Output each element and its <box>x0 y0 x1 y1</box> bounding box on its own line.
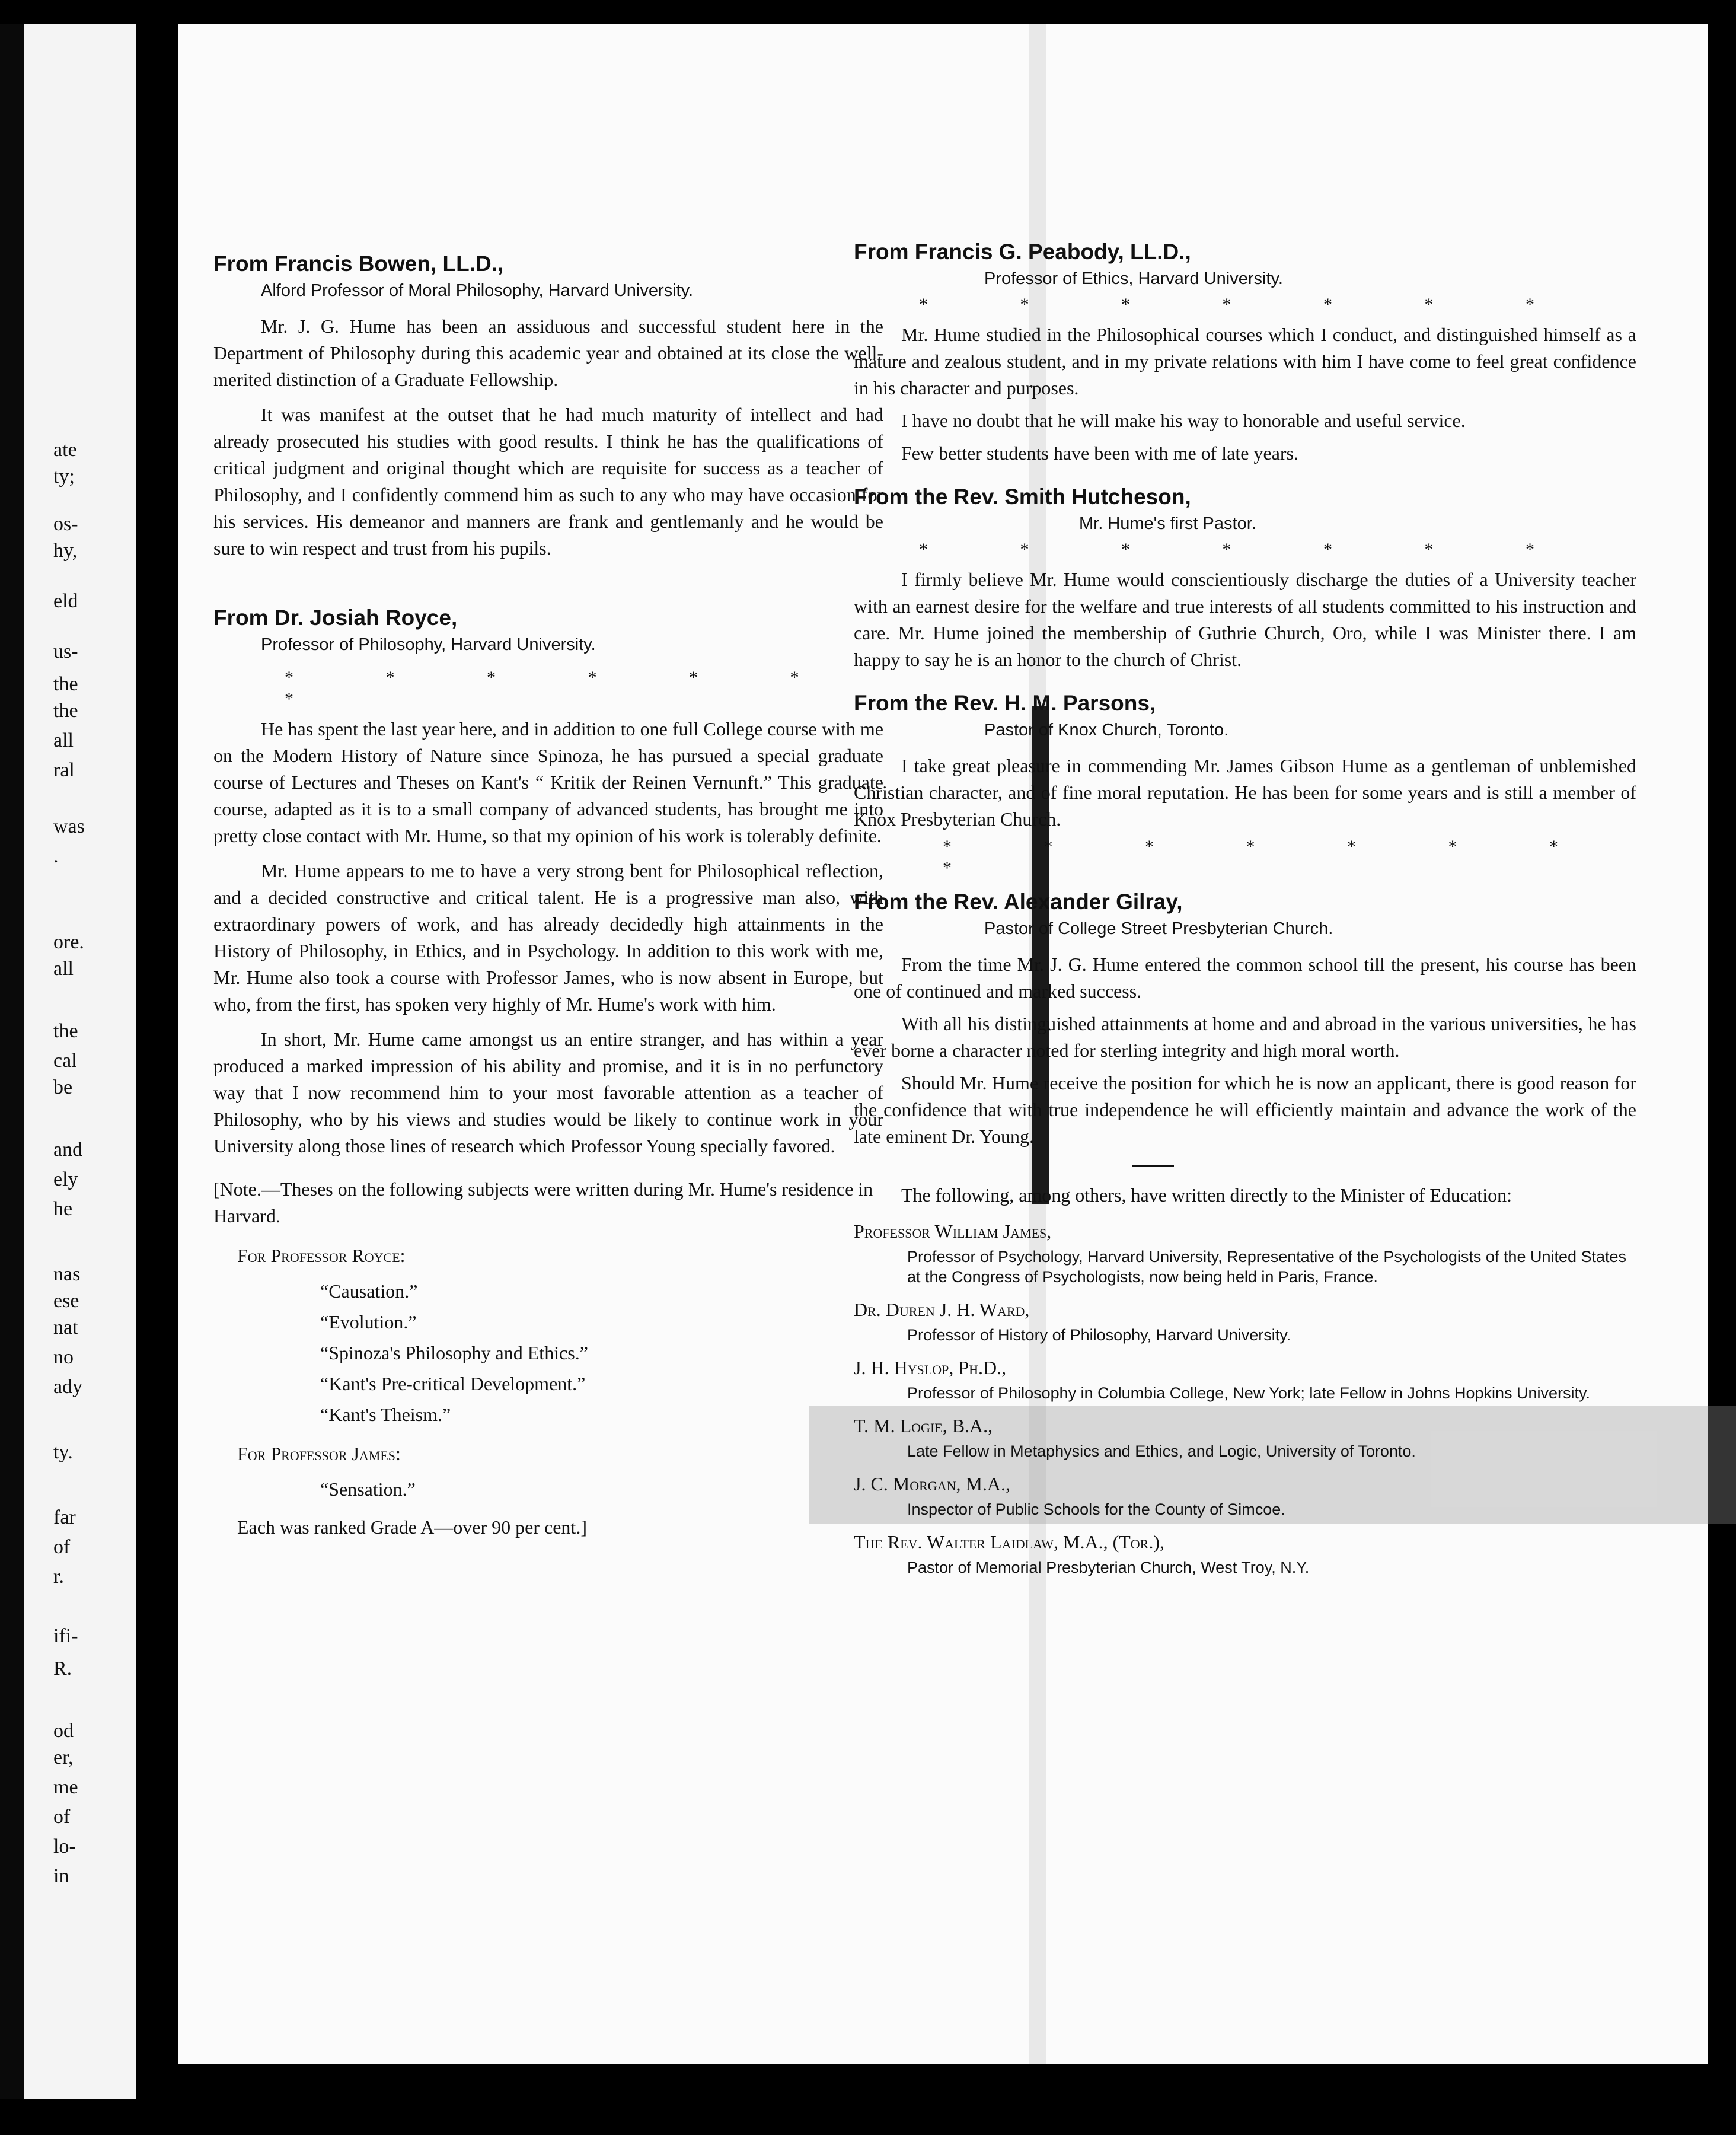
royce-theses-list <box>213 1276 883 1430</box>
left-page-fragment: all <box>53 729 74 751</box>
letter-paragraph: I take great pleasure in commending Mr. James Gibson Hume as a gentleman of unblemished Christian character, and of fine moral reputation. He has been for some years and is still a member of Knox Presbyterian Church. <box>854 755 1636 830</box>
thesis-item: “Spinoza's Philosophy and Ethics.” <box>320 1342 588 1363</box>
letter-paragraph: He has spent the last year here, and in addition to one full College course with me on the Modern History of Nature since Spinoza, he has pursued a special graduate course of Lectures and Theses on Kant's “ Kritik der Reinen Vernunft.” This graduate course, adapted as it is to a small company of advanced students, has brought me into pretty close contact with Mr. Hume, so that my opinion of his work is tolerably definite. <box>213 718 883 846</box>
letter-subheading: Professor of Ethics, Harvard University. <box>984 269 1283 288</box>
left-page-fragment: od <box>53 1720 74 1742</box>
ellipsis-stars: * * * * * * * <box>285 668 843 709</box>
theses-note <box>213 1176 883 1540</box>
letter-paragraph: Few better students have been with me of late years. <box>901 442 1298 464</box>
letter-heading: From Dr. Josiah Royce, <box>213 606 458 630</box>
thesis-item: “Sensation.” <box>320 1478 416 1500</box>
reference-name: T. M. Logie, B.A., <box>854 1415 993 1436</box>
left-page-fragment: ifi- <box>53 1625 78 1647</box>
letter-paragraph: Mr. Hume studied in the Philosophical courses which I conduct, and distinguished himself as a mature and zealous student, and in my private relations with him I have come to feel great confidence in his character and purposes. <box>854 324 1636 399</box>
reference-name: The Rev. Walter Laidlaw, M.A., (Tor.), <box>854 1531 1164 1553</box>
left-page-fragment: R. <box>53 1658 72 1680</box>
reference-entry <box>854 1296 1636 1345</box>
reference-entry <box>854 1529 1636 1578</box>
left-page-fragment: the <box>53 1020 78 1042</box>
letter-heading: From Francis Bowen, LL.D., <box>213 251 504 276</box>
letter-parsons <box>854 689 1636 879</box>
reference-role: Professor of History of Philosophy, Harvard University. <box>907 1326 1291 1344</box>
left-page-fragment: far <box>53 1506 76 1528</box>
letter-paragraph: With all his distinguished attainments at home and and abroad in the various universities, he has ever borne a character noted for sterling integrity and high moral worth. <box>854 1013 1636 1061</box>
document-page <box>178 24 1708 2064</box>
reference-entry <box>854 1413 1636 1461</box>
letter-subheading: Pastor of Knox Church, Toronto. <box>984 721 1229 740</box>
reference-name: Professor William James, <box>854 1221 1052 1242</box>
left-page-fragment: cal <box>53 1050 77 1072</box>
ellipsis-stars: * * * * * * * <box>919 295 1578 314</box>
letter-peabody <box>854 237 1636 467</box>
letter-bowen <box>213 249 883 562</box>
left-page-fragment: ady <box>53 1376 83 1398</box>
left-page-fragment: ely <box>53 1168 78 1190</box>
thesis-item: “Evolution.” <box>320 1311 417 1333</box>
left-page-fragment: the <box>53 700 78 722</box>
left-page-fragment: os- <box>53 513 78 535</box>
reference-role: Professor of Philosophy in Columbia College, New York; late Fellow in Johns Hopkins University. <box>907 1384 1591 1402</box>
left-page-fragment: ty; <box>53 466 75 487</box>
letter-paragraph: It was manifest at the outset that he had much maturity of intellect and had already prosecuted his studies with good results. I think he has the qualifications of critical judgment and original thought which are requisite for success as a teacher of Philosophy, and I confidently commend him as such to any who may have occasion for his services. His demeanor and manners are frank and gentlemanly and he would be sure to win respect and trust from his pupils. <box>213 404 883 559</box>
left-facing-page <box>0 24 136 2099</box>
letter-paragraph: Mr. Hume appears to me to have a very strong bent for Philosophical reflection, and a decided constructive and critical talent. He is a progressive man also, with extraordinary powers of work, and has already decidedly high attainments in the History of Philosophy, in Ethics, and in Psychology. In addition to this work with me, Mr. Hume also took a course with Professor James, who is now absent in Europe, but who, from the first, has spoken very highly of Mr. Hume's work with him. <box>213 860 883 1015</box>
left-page-fragment: ty. <box>53 1441 73 1463</box>
royce-theses-label: For Professor Royce: <box>237 1245 406 1266</box>
left-page-fragment: ese <box>53 1290 79 1312</box>
left-page-fragment: hy, <box>53 540 78 562</box>
page-edge-shadow <box>0 24 24 2099</box>
reference-entry <box>854 1218 1636 1287</box>
reference-entry <box>854 1355 1636 1403</box>
reference-role: Pastor of Memorial Presbyterian Church, West Troy, N.Y. <box>907 1559 1310 1576</box>
left-page-fragment: all <box>53 958 74 980</box>
right-column <box>854 237 1636 1582</box>
left-page-fragment: er, <box>53 1747 74 1768</box>
letter-paragraph: In short, Mr. Hume came amongst us an entire stranger, and has within a year produced a marked impression of his ability and promise, and it is in no perfunctory way that I now recommend him to your most favorable attention as a teacher of Philosophy, who by his views and studies would be likely to continue work in your University along those lines of research which Professor Young specially favored. <box>213 1028 883 1156</box>
reference-role: Inspector of Public Schools for the County of Simcoe. <box>907 1500 1285 1518</box>
james-theses-label: For Professor James: <box>237 1443 401 1464</box>
reference-role: Late Fellow in Metaphysics and Ethics, and Logic, University of Toronto. <box>907 1442 1416 1460</box>
reference-name: Dr. Duren J. H. Ward, <box>854 1299 1030 1320</box>
letter-heading: From the Rev. H. M. Parsons, <box>854 691 1156 715</box>
thesis-item: “Kant's Pre-critical Development.” <box>320 1373 586 1394</box>
letter-paragraph: Should Mr. Hume receive the position for which he is now an applicant, there is good reason for the confidence that with true independence he will efficiently maintain and advance the work of the late eminent Dr. Young. <box>854 1072 1636 1147</box>
left-page-fragment: and <box>53 1139 83 1161</box>
left-page-fragment: eld <box>53 590 78 612</box>
left-page-fragment: ral <box>53 759 75 781</box>
letter-paragraph: I firmly believe Mr. Hume would conscientiously discharge the duties of a University teacher with an earnest desire for the welfare and true interests of all students committed to his instruction and care. Mr. Hume joined the membership of Guthrie Church, Oro, while I was Minister there. I am happy to say he is an honor to the church of Christ. <box>854 569 1636 670</box>
left-page-fragment: in <box>53 1865 69 1887</box>
left-page-fragment: be <box>53 1076 73 1098</box>
note-text: [Note.—Theses on the following subjects were written during Mr. Hume's residence in Harvard. <box>213 1178 873 1226</box>
reference-name: J. H. Hyslop, Ph.D., <box>854 1357 1007 1378</box>
reference-role: Professor of Psychology, Harvard University, Representative of the Psychologists of the United States at the Congress of Psychologists, now being held in Paris, France. <box>907 1248 1627 1286</box>
left-page-fragment: nat <box>53 1317 78 1339</box>
letter-subheading: Alford Professor of Moral Philosophy, Harvard University. <box>261 281 694 300</box>
letter-subheading: Mr. Hume's first Pastor. <box>1079 514 1256 533</box>
letter-gilray <box>854 887 1636 1150</box>
letter-subheading: Professor of Philosophy, Harvard University. <box>261 635 596 654</box>
ranking-note: Each was ranked Grade A—over 90 per cent.] <box>237 1516 587 1538</box>
letter-royce <box>213 603 883 1159</box>
left-page-fragment: me <box>53 1776 78 1798</box>
left-column <box>213 249 883 1540</box>
section-separator <box>1132 1165 1174 1167</box>
other-references <box>854 1182 1636 1578</box>
thesis-item: “Causation.” <box>320 1280 418 1302</box>
left-page-fragment: of <box>53 1536 71 1558</box>
references-intro: The following, among others, have written directly to the Minister of Education: <box>901 1184 1512 1206</box>
ellipsis-stars: * * * * * * * <box>919 540 1578 559</box>
letter-paragraph: I have no doubt that he will make his way to honorable and useful service. <box>901 410 1466 431</box>
letter-paragraph: Mr. J. G. Hume has been an assiduous and successful student here in the Department of Philosophy during this academic year and obtained at its close the well-merited distinction of a Graduate Fellowship. <box>213 316 883 390</box>
letter-heading: From Francis G. Peabody, LL.D., <box>854 240 1191 264</box>
left-page-fragment: no <box>53 1346 74 1368</box>
letter-paragraph: From the time Mr. J. G. Hume entered the common school till the present, his course has been one of continued and marked success. <box>854 954 1636 1002</box>
reference-entry <box>854 1471 1636 1519</box>
letter-heading: From the Rev. Smith Hutcheson, <box>854 485 1191 509</box>
left-page-fragment: the <box>53 673 78 695</box>
left-page-fragment: nas <box>53 1263 81 1285</box>
reference-name: J. C. Morgan, M.A., <box>854 1473 1011 1494</box>
left-page-fragment: ate <box>53 439 77 461</box>
left-page-fragment: us- <box>53 640 78 662</box>
left-page-fragment: of <box>53 1806 71 1828</box>
ellipsis-stars: * * * * * * * * <box>943 837 1602 878</box>
thesis-item: “Kant's Theism.” <box>320 1404 451 1425</box>
letter-hutcheson <box>854 482 1636 673</box>
left-page-fragment: . <box>53 845 59 867</box>
letter-heading: From the Rev. Alexander Gilray, <box>854 890 1183 914</box>
left-page-fragment: was <box>53 815 85 837</box>
letter-subheading: Pastor of College Street Presbyterian Church. <box>984 919 1333 938</box>
left-page-fragment: r. <box>53 1566 64 1588</box>
left-page-fragment: lo- <box>53 1836 76 1857</box>
left-page-fragment: ore. <box>53 931 84 953</box>
left-page-fragment: he <box>53 1198 73 1220</box>
